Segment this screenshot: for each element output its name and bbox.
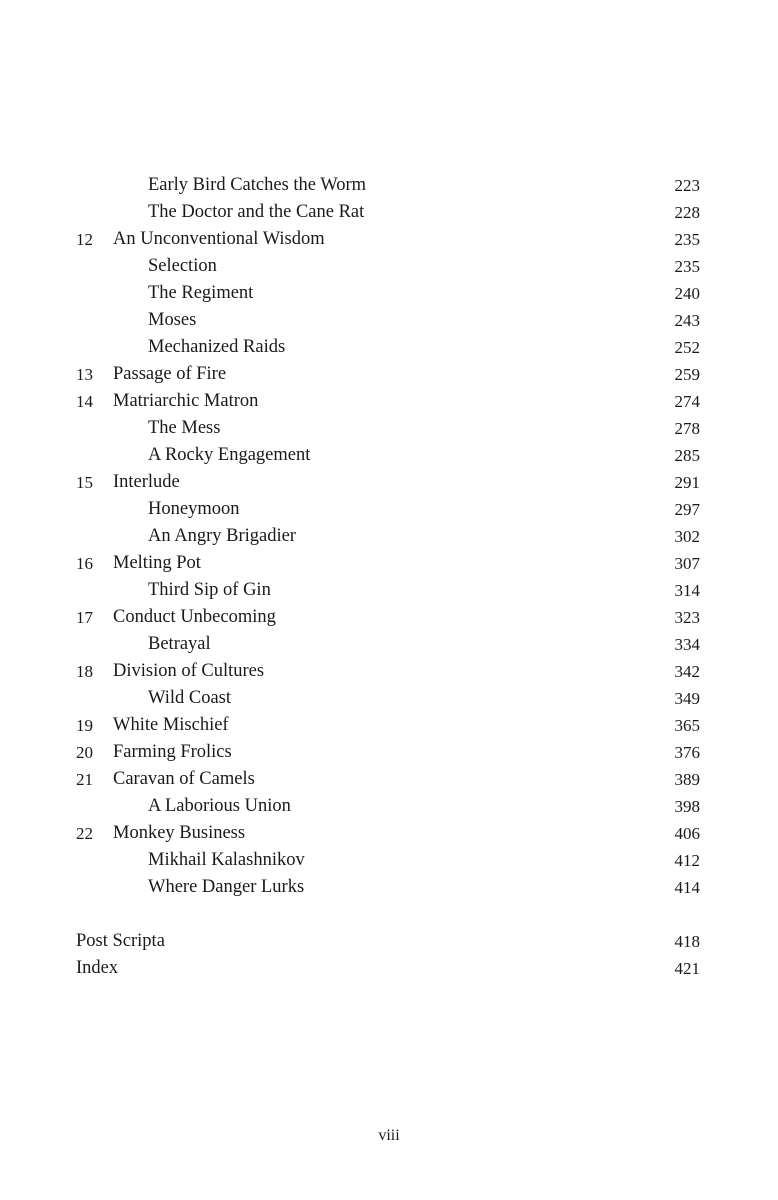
toc-entry [0, 469, 778, 496]
chapter-number: 21 [76, 770, 93, 789]
entry-title: Mechanized Raids [148, 337, 286, 357]
entry-title: Caravan of Camels [113, 769, 255, 789]
entry-title: A Rocky Engagement [148, 445, 311, 465]
page-number: 414 [674, 878, 700, 897]
toc-entry [0, 388, 778, 415]
page-number: 365 [674, 716, 700, 735]
page-number: 243 [674, 311, 700, 330]
toc-entry [0, 631, 778, 658]
toc-entry [0, 712, 778, 739]
entry-title: Conduct Unbecoming [113, 607, 276, 627]
toc-entry [0, 334, 778, 361]
entry-title: Betrayal [148, 634, 211, 654]
section-spacer [0, 901, 778, 928]
entry-title: Third Sip of Gin [148, 580, 271, 600]
toc-entry [0, 226, 778, 253]
page-number: 398 [674, 797, 700, 816]
toc-entry [0, 199, 778, 226]
page-number: 291 [674, 473, 700, 492]
page-number: 376 [674, 743, 700, 762]
entry-title: Mikhail Kalashnikov [148, 850, 305, 870]
entry-title: Matriarchic Matron [113, 391, 259, 411]
toc-entry [0, 820, 778, 847]
entry-title: Where Danger Lurks [148, 877, 305, 897]
entry-title: Division of Cultures [113, 661, 265, 681]
chapter-number: 14 [76, 392, 93, 411]
table-of-contents [0, 172, 778, 982]
chapter-number: 16 [76, 554, 93, 573]
page-number: 349 [674, 689, 700, 708]
toc-entry [0, 658, 778, 685]
chapter-number: 18 [76, 662, 93, 681]
entry-title: Selection [148, 256, 217, 276]
entry-title: Early Bird Catches the Worm [148, 175, 367, 195]
page-number: 274 [674, 392, 700, 411]
page-number: 235 [674, 257, 700, 276]
chapter-number: 22 [76, 824, 93, 843]
toc-entry [0, 955, 778, 982]
entry-title: Moses [148, 310, 197, 330]
entry-title: Index [76, 958, 119, 978]
page-number: 323 [674, 608, 700, 627]
entry-title: Honeymoon [148, 499, 240, 519]
toc-entry [0, 739, 778, 766]
page-number: 235 [674, 230, 700, 249]
entry-title: A Laborious Union [148, 796, 291, 816]
page-number: 314 [674, 581, 700, 600]
chapter-number: 19 [76, 716, 93, 735]
chapter-number: 13 [76, 365, 93, 384]
entry-title: The Mess [148, 418, 221, 438]
entry-title: Melting Pot [113, 553, 201, 573]
chapter-number: 17 [76, 608, 93, 627]
toc-entry [0, 496, 778, 523]
entry-title: An Angry Brigadier [148, 526, 296, 546]
chapter-number: 12 [76, 230, 93, 249]
entry-title: The Regiment [148, 283, 254, 303]
toc-back-matter [0, 928, 778, 982]
toc-entry [0, 415, 778, 442]
entry-title: An Unconventional Wisdom [113, 229, 325, 249]
toc-entry [0, 550, 778, 577]
page-number: 240 [674, 284, 700, 303]
page-number: 297 [674, 500, 700, 519]
toc-entry [0, 847, 778, 874]
page-number: 389 [674, 770, 700, 789]
toc-entry [0, 928, 778, 955]
toc-entry [0, 361, 778, 388]
page-number: 406 [674, 824, 700, 843]
entry-title: Wild Coast [148, 688, 232, 708]
toc-entry [0, 280, 778, 307]
toc-entry [0, 604, 778, 631]
page-number: 302 [674, 527, 700, 546]
entry-title: Post Scripta [76, 931, 165, 951]
entry-title: White Mischief [113, 715, 229, 735]
page-number: 228 [674, 203, 700, 222]
chapter-number: 15 [76, 473, 93, 492]
page-number: 412 [674, 851, 700, 870]
toc-entry [0, 442, 778, 469]
page-number: 259 [674, 365, 700, 384]
entry-title: Monkey Business [113, 823, 246, 843]
page-number: 278 [674, 419, 700, 438]
toc-entries [0, 172, 778, 901]
toc-entry [0, 253, 778, 280]
page-number: 342 [674, 662, 700, 681]
page-number: 334 [674, 635, 700, 654]
toc-entry [0, 577, 778, 604]
toc-entry [0, 685, 778, 712]
entry-title: The Doctor and the Cane Rat [148, 202, 365, 222]
toc-entry [0, 793, 778, 820]
toc-entry [0, 307, 778, 334]
toc-entry [0, 523, 778, 550]
entry-title: Farming Frolics [113, 742, 232, 762]
toc-entry [0, 766, 778, 793]
chapter-number: 20 [76, 743, 93, 762]
page-number: 307 [674, 554, 700, 573]
page-number: 252 [674, 338, 700, 357]
entry-title: Passage of Fire [113, 364, 227, 384]
page-number: 285 [674, 446, 700, 465]
toc-entry [0, 172, 778, 199]
page-number: 421 [674, 959, 700, 978]
toc-entry [0, 874, 778, 901]
page-number: 223 [674, 176, 700, 195]
page-number: 418 [674, 932, 700, 951]
page-folio: viii [378, 1127, 400, 1144]
entry-title: Interlude [113, 472, 180, 492]
